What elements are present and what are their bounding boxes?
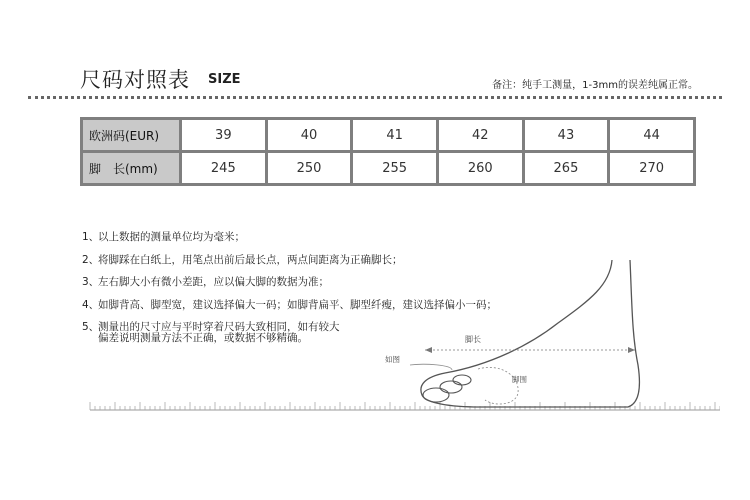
list-number: 3、 bbox=[82, 276, 100, 288]
length-label: 脚长 bbox=[465, 335, 481, 344]
list-number: 5、 bbox=[82, 321, 100, 333]
table-cell: 44 bbox=[610, 120, 693, 150]
ruler-ticks bbox=[90, 402, 720, 410]
list-text: 如脚背高、脚型宽，建议选择偏大一码；如脚背扁平、脚型纤瘦，建议选择偏小一码； bbox=[98, 298, 497, 311]
table-cell: 270 bbox=[610, 153, 693, 183]
length-row-header: 脚 长(mm) bbox=[83, 153, 179, 183]
table-cell: 42 bbox=[439, 120, 522, 150]
toe-shape bbox=[440, 381, 462, 393]
page-subtitle: SIZE bbox=[208, 72, 241, 87]
eur-row-header: 欧洲码(EUR) bbox=[83, 120, 179, 150]
table-cell: 40 bbox=[268, 120, 351, 150]
girth-curve bbox=[478, 367, 518, 404]
table-cell: 260 bbox=[439, 153, 522, 183]
list-text: 以上数据的测量单位均为毫米； bbox=[98, 231, 245, 243]
list-text: 左右脚大小有微小差距，应以偏大脚的数据为准； bbox=[98, 276, 329, 288]
list-number: 2、 bbox=[82, 253, 100, 266]
list-item bbox=[82, 249, 497, 272]
toe-label: 如图 bbox=[385, 355, 400, 364]
table-cell: 43 bbox=[525, 120, 608, 150]
list-continuation: 偏差说明测量方法不正确，或数据不够精确。 bbox=[98, 332, 308, 344]
arrow-head-left bbox=[425, 347, 432, 353]
table-row-eur bbox=[83, 120, 693, 150]
table-cell: 250 bbox=[268, 153, 351, 183]
list-text: 测量出的尺寸应与平时穿着尺码大致相同，如有较大 bbox=[98, 321, 340, 333]
table-cell: 41 bbox=[353, 120, 436, 150]
table-cell: 265 bbox=[525, 153, 608, 183]
list-item bbox=[82, 271, 497, 294]
dotted-divider bbox=[28, 96, 722, 99]
table-cell: 39 bbox=[182, 120, 265, 150]
size-table bbox=[80, 117, 696, 186]
page-header bbox=[78, 58, 698, 94]
list-number: 4、 bbox=[82, 298, 100, 311]
table-row-length bbox=[83, 153, 693, 183]
table-cell: 245 bbox=[182, 153, 265, 183]
girth-label: 脚围 bbox=[512, 375, 527, 384]
page-title: 尺码对照表 bbox=[80, 68, 190, 92]
pointer-line bbox=[410, 364, 452, 370]
toe-shape bbox=[453, 375, 471, 385]
instructions-list bbox=[82, 226, 497, 339]
measurement-note: 备注：纯手工测量，1-3mm的误差纯属正常。 bbox=[492, 80, 698, 91]
arrow-head-right bbox=[628, 347, 635, 353]
list-item bbox=[82, 226, 497, 249]
list-text: 将脚踩在白纸上，用笔点出前后最长点，两点间距离为正确脚长； bbox=[98, 253, 403, 266]
list-item bbox=[82, 294, 497, 317]
list-number: 1、 bbox=[82, 231, 100, 243]
toe-shape bbox=[423, 388, 449, 402]
table-cell: 255 bbox=[353, 153, 436, 183]
